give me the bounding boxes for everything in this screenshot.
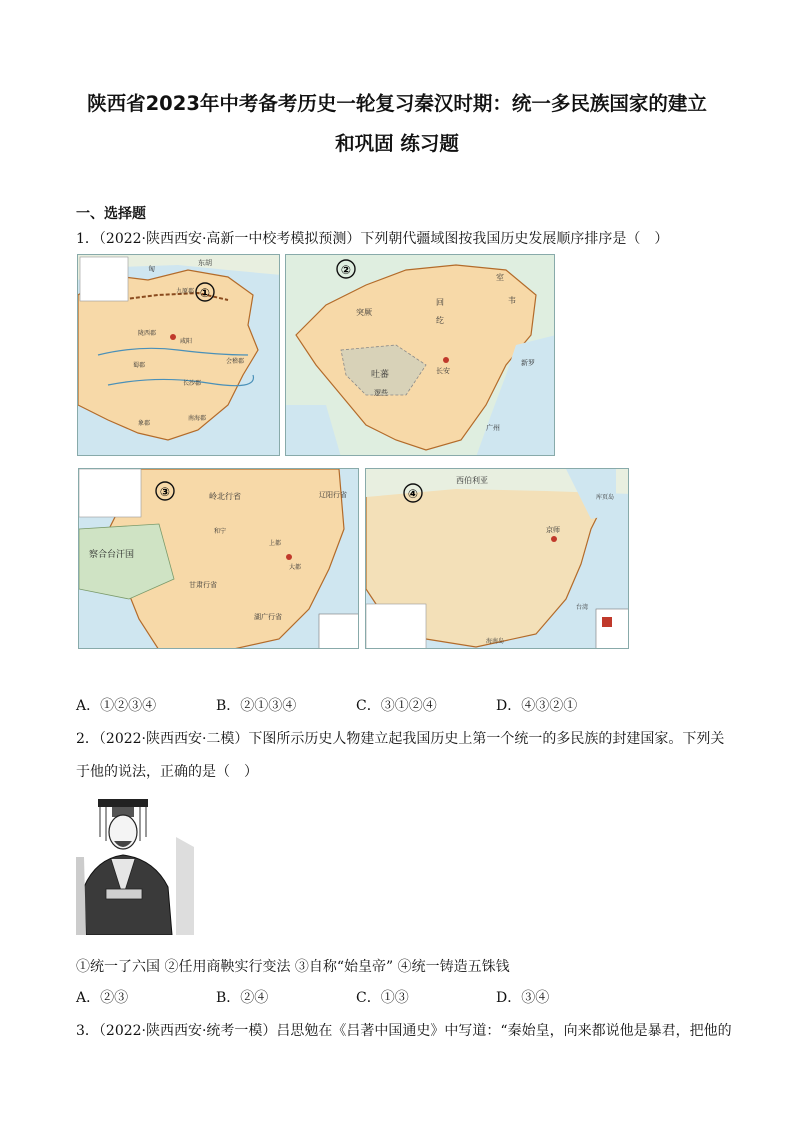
option-c[interactable]: C．①③	[356, 990, 409, 1006]
map1-label: 南海郡	[188, 415, 207, 422]
map2-label: 逻些	[374, 389, 388, 397]
map3-label: 和宁	[214, 528, 227, 535]
map3-label: 岭北行省	[209, 492, 241, 501]
section-heading: 一、选择题	[76, 206, 146, 222]
map2-label: 突厥	[356, 308, 372, 317]
map-qin-territory	[77, 254, 280, 456]
map4-label: 库页岛	[596, 494, 615, 501]
map1-label: 象郡	[138, 420, 151, 427]
option-d[interactable]: D．④③②①	[496, 698, 578, 714]
map1-label: 匈	[148, 265, 155, 273]
map3-label: 上都	[269, 540, 282, 547]
map2-label: 回	[436, 298, 444, 307]
question-1-stem: 1．（2022·陕西西安·高新一中校考模拟预测）下列朝代疆域图按我国历史发展顺序排序是（ ）	[76, 231, 669, 247]
map3-label: 察合台汗国	[89, 550, 135, 560]
map2-label: 吐蕃	[371, 370, 390, 380]
map3-label: 辽阳行省	[319, 491, 347, 499]
map1-label: 长沙郡	[183, 380, 202, 387]
map4-label: 海南岛	[486, 638, 505, 645]
map-number-4: ④	[407, 487, 419, 501]
doc-title-line2: 和巩固 练习题	[335, 132, 459, 155]
map2-label: 长安	[436, 367, 450, 375]
map-yuan-territory	[78, 468, 359, 649]
qin-shihuang-portrait	[76, 797, 194, 935]
map-qing-territory	[365, 468, 629, 649]
option-d[interactable]: D．③④	[496, 990, 550, 1006]
question-2-options	[76, 987, 716, 1007]
question-1-options	[76, 695, 716, 715]
question-2-stem-line1: 2．（2022·陕西西安·二模）下图所示历史人物建立起我国历史上第一个统一的多民族的封建国家。下列关	[76, 731, 725, 747]
map-number-2: ②	[340, 263, 352, 277]
option-b[interactable]: B．②④	[216, 990, 269, 1006]
question-3-stem: 3．（2022·陕西西安·统考一模）吕思勉在《吕著中国通史》中写道：“秦始皇，向来都说他是暴君，把他的	[76, 1023, 732, 1039]
map2-label: 韦	[508, 296, 516, 305]
map4-label: 京师	[546, 526, 560, 534]
option-a[interactable]: A．①②③④	[76, 698, 157, 714]
map1-label: 陇西郡	[138, 330, 157, 337]
map2-label: 新罗	[521, 359, 535, 367]
doc-title-line1: 陕西省2023年中考备考历史一轮复习秦汉时期：统一多民族国家的建立	[87, 92, 707, 115]
map4-label: 西伯利亚	[456, 476, 488, 485]
map-number-1: ①	[199, 286, 211, 300]
map2-label: 纥	[436, 316, 444, 325]
question-2-statements: ①统一了六国 ②任用商鞅实行变法 ③自称“始皇帝” ④统一铸造五铢钱	[76, 959, 510, 975]
map1-label: 会稽郡	[226, 358, 245, 365]
option-a[interactable]: A．②③	[76, 990, 129, 1006]
map4-label: 台湾	[576, 604, 589, 611]
map1-label: 九原郡	[176, 288, 195, 295]
option-b[interactable]: B．②①③④	[216, 698, 297, 714]
map1-label: 东胡	[198, 259, 212, 267]
option-c[interactable]: C．③①②④	[356, 698, 437, 714]
map-tang-territory	[285, 254, 555, 456]
map1-label: 蜀郡	[133, 362, 146, 369]
map3-label: 甘肃行省	[189, 581, 217, 589]
map2-label: 广州	[486, 424, 500, 432]
map1-label: 咸阳	[180, 338, 193, 345]
map-number-3: ③	[159, 485, 171, 499]
map3-label: 湖广行省	[254, 613, 282, 621]
map3-label: 大都	[289, 564, 302, 571]
map2-label: 室	[496, 273, 504, 282]
question-2-stem-line2: 于他的说法，正确的是（ ）	[76, 764, 258, 780]
